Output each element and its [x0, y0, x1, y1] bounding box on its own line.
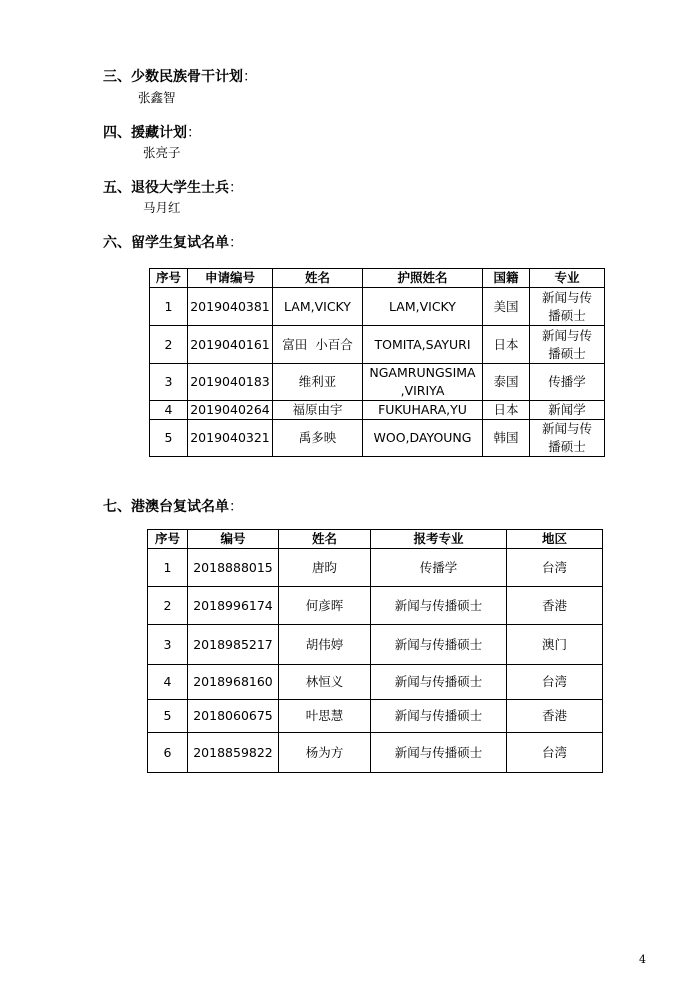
cell-id: 2018985217 [188, 625, 279, 665]
cell-major: 新闻与传 播硕士 [530, 420, 605, 457]
col-header-name: 姓名 [273, 269, 363, 288]
cell-major: 新闻与传播硕士 [371, 625, 507, 665]
table-row [148, 587, 603, 625]
cell-region: 澳门 [507, 625, 603, 665]
cell-region: 台湾 [507, 733, 603, 773]
veteran-candidate-name: 马月红 [143, 200, 181, 215]
cell-name: LAM,VICKY [273, 288, 363, 326]
cell-name: 杨为方 [279, 733, 371, 773]
hmt-students-table [147, 529, 603, 773]
cell-name: 叶思慧 [279, 700, 371, 733]
section-heading-veterans: 五、退役大学生士兵： [103, 180, 243, 196]
cell-nationality: 日本 [483, 326, 530, 364]
cell-region: 香港 [507, 587, 603, 625]
cell-nationality: 韩国 [483, 420, 530, 457]
cell-id: 2018968160 [188, 665, 279, 700]
table-row [148, 625, 603, 665]
cell-major: 新闻与传播硕士 [371, 733, 507, 773]
cell-passport-name: NGAMRUNGSIMA ,VIRIYA [363, 364, 483, 401]
col-header-region: 地区 [507, 530, 603, 549]
cell-major: 传播学 [530, 364, 605, 401]
cell-no: 2 [148, 587, 188, 625]
cell-passport-name: WOO,DAYOUNG [363, 420, 483, 457]
table-row [150, 326, 605, 364]
cell-no: 4 [150, 401, 188, 420]
cell-nationality: 美国 [483, 288, 530, 326]
table-row [148, 549, 603, 587]
cell-region: 香港 [507, 700, 603, 733]
table-row [150, 288, 605, 326]
col-header-passport-name: 护照姓名 [363, 269, 483, 288]
cell-id: 2018060675 [188, 700, 279, 733]
cell-id: 2018888015 [188, 549, 279, 587]
cell-no: 1 [150, 288, 188, 326]
cell-name: 维利亚 [273, 364, 363, 401]
table-row [150, 401, 605, 420]
cell-passport-name: FUKUHARA,YU [363, 401, 483, 420]
col-header-major: 报考专业 [371, 530, 507, 549]
cell-app-id: 2019040321 [188, 420, 273, 457]
cell-app-id: 2019040264 [188, 401, 273, 420]
cell-major: 新闻与传播硕士 [371, 665, 507, 700]
cell-no: 4 [148, 665, 188, 700]
cell-major: 新闻与传 播硕士 [530, 326, 605, 364]
cell-major: 新闻与传播硕士 [371, 700, 507, 733]
table-row [150, 420, 605, 457]
section-heading-tibet-aid: 四、援藏计划： [103, 125, 201, 141]
cell-major: 新闻与传播硕士 [371, 587, 507, 625]
cell-nationality: 泰国 [483, 364, 530, 401]
tibet-aid-candidate-name: 张亮子 [143, 145, 181, 160]
cell-name: 唐昀 [279, 549, 371, 587]
col-header-no: 序号 [150, 269, 188, 288]
section-heading-intl-students: 六、留学生复试名单： [103, 235, 243, 251]
minority-candidate-name: 张鑫智 [138, 90, 176, 105]
cell-region: 台湾 [507, 665, 603, 700]
cell-name: 禹多映 [273, 420, 363, 457]
table-header-row [148, 530, 603, 549]
col-header-no: 序号 [148, 530, 188, 549]
cell-app-id: 2019040183 [188, 364, 273, 401]
cell-name: 胡伟婷 [279, 625, 371, 665]
section-heading-hmt-students: 七、港澳台复试名单： [103, 499, 243, 515]
cell-no: 3 [148, 625, 188, 665]
cell-id: 2018996174 [188, 587, 279, 625]
cell-name: 福原由宇 [273, 401, 363, 420]
cell-major: 新闻与传 播硕士 [530, 288, 605, 326]
cell-no: 2 [150, 326, 188, 364]
cell-no: 6 [148, 733, 188, 773]
intl-students-table [149, 268, 605, 457]
cell-name: 何彦晖 [279, 587, 371, 625]
cell-name: 富田 小百合 [273, 326, 363, 364]
cell-major: 新闻学 [530, 401, 605, 420]
table-row [150, 364, 605, 401]
table-row [148, 700, 603, 733]
col-header-nationality: 国籍 [483, 269, 530, 288]
table-row [148, 733, 603, 773]
cell-passport-name: TOMITA,SAYURI [363, 326, 483, 364]
cell-nationality: 日本 [483, 401, 530, 420]
col-header-id: 编号 [188, 530, 279, 549]
cell-no: 5 [148, 700, 188, 733]
cell-major: 传播学 [371, 549, 507, 587]
cell-app-id: 2019040381 [188, 288, 273, 326]
cell-name: 林恒义 [279, 665, 371, 700]
cell-passport-name: LAM,VICKY [363, 288, 483, 326]
cell-id: 2018859822 [188, 733, 279, 773]
page-number: 4 [639, 953, 646, 966]
table-header-row [150, 269, 605, 288]
table-row [148, 665, 603, 700]
cell-no: 1 [148, 549, 188, 587]
section-heading-minority: 三、少数民族骨干计划： [103, 69, 257, 85]
cell-no: 5 [150, 420, 188, 457]
cell-no: 3 [150, 364, 188, 401]
col-header-major: 专业 [530, 269, 605, 288]
cell-app-id: 2019040161 [188, 326, 273, 364]
col-header-name: 姓名 [279, 530, 371, 549]
cell-region: 台湾 [507, 549, 603, 587]
col-header-app-id: 申请编号 [188, 269, 273, 288]
